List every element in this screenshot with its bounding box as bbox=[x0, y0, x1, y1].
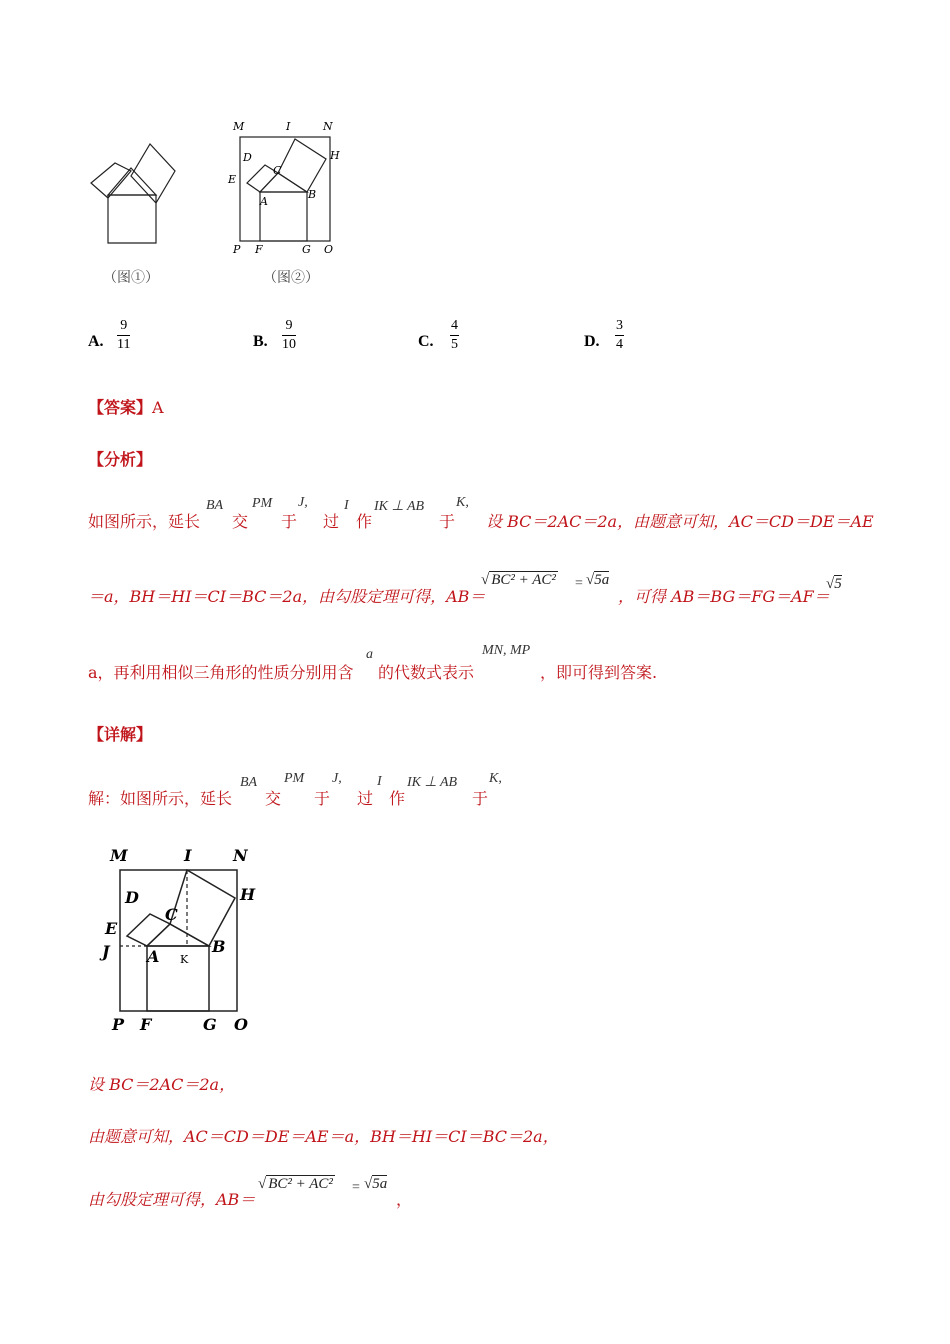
answer-value: A bbox=[152, 398, 164, 417]
analysis-a-var: a bbox=[366, 647, 373, 662]
detail-jiao: 交 bbox=[265, 789, 282, 808]
svg-text:E: E bbox=[105, 919, 118, 938]
detail-step-1: 设 BC＝2AC＝2a， bbox=[88, 1075, 236, 1094]
answer-tag: 【答案】 bbox=[88, 398, 153, 417]
analysis-line-1: 如图所示，延长 bbox=[88, 512, 201, 531]
detail-sqrt-bc-ac: √ BC² + AC² bbox=[258, 1176, 333, 1192]
analysis-guo: 过 bbox=[323, 512, 340, 531]
detail-zuo: 作 bbox=[389, 789, 406, 808]
svg-text:K: K bbox=[180, 953, 189, 966]
analysis-sqrt5: √5 bbox=[826, 576, 842, 592]
detail-j: J, bbox=[332, 771, 342, 786]
detail-yu: 于 bbox=[314, 789, 331, 808]
detail-line-1: 解：如图所示，延长 bbox=[88, 789, 233, 808]
analysis-line-2: ＝a，BH＝HI＝CI＝BC＝2a，由勾股定理可得，AB＝ bbox=[88, 587, 486, 606]
svg-text:G: G bbox=[203, 1015, 217, 1034]
svg-text:A: A bbox=[260, 195, 268, 208]
detail-pm: PM bbox=[284, 771, 305, 786]
option-c-fraction: 4 5 bbox=[451, 318, 458, 352]
analysis-yu2: 于 bbox=[439, 512, 456, 531]
analysis-pm: PM bbox=[252, 496, 273, 511]
analysis-ba: BA bbox=[206, 498, 224, 513]
analysis-sqrt-bc-ac: √ BC² + AC² bbox=[481, 572, 556, 588]
analysis-line-1b: 设 BC＝2AC＝2a，由题意可知，AC＝CD＝DE＝AE bbox=[486, 512, 874, 531]
detail-sqrt5a: √5a bbox=[364, 1176, 388, 1192]
svg-text:B: B bbox=[212, 937, 226, 956]
analysis-eq: = bbox=[575, 576, 583, 591]
svg-text:O: O bbox=[324, 243, 334, 256]
detail-eq: = bbox=[352, 1180, 360, 1195]
detail-step-2: 由题意可知，AC＝CD＝DE＝AE＝a，BH＝HI＝CI＝BC＝2a， bbox=[88, 1127, 559, 1146]
option-b-fraction: 9 10 bbox=[282, 318, 296, 352]
svg-text:P: P bbox=[112, 1015, 125, 1034]
svg-text:A: A bbox=[147, 947, 160, 966]
svg-text:M: M bbox=[233, 120, 245, 133]
detail-step-3-end: ， bbox=[396, 1190, 413, 1209]
detail-ba: BA bbox=[240, 775, 258, 790]
option-b-label[interactable]: B. bbox=[253, 333, 268, 350]
svg-text:M: M bbox=[110, 846, 128, 865]
figure-2 bbox=[225, 115, 350, 260]
svg-text:F: F bbox=[255, 243, 263, 256]
option-d-fraction: 3 4 bbox=[616, 318, 623, 352]
analysis-line-3b: 的代数式表示 bbox=[378, 663, 475, 682]
option-a-fraction: 9 11 bbox=[117, 318, 131, 352]
svg-text:N: N bbox=[323, 120, 333, 133]
option-c-label[interactable]: C. bbox=[418, 333, 434, 350]
detail-i: I bbox=[377, 774, 382, 789]
analysis-yu: 于 bbox=[281, 512, 298, 531]
svg-text:C: C bbox=[165, 905, 178, 924]
detail-step-3: 由勾股定理可得，AB＝ bbox=[88, 1190, 256, 1209]
figure-1 bbox=[85, 140, 185, 250]
analysis-mnmp: MN, MP bbox=[482, 643, 531, 658]
analysis-zuo: 作 bbox=[356, 512, 373, 531]
svg-text:D: D bbox=[125, 888, 139, 907]
analysis-i: I bbox=[344, 498, 349, 513]
option-a-label[interactable]: A. bbox=[88, 333, 104, 350]
svg-text:O: O bbox=[234, 1015, 248, 1034]
analysis-sqrt5a: √5a bbox=[586, 572, 610, 588]
svg-text:F: F bbox=[140, 1015, 152, 1034]
detail-guo: 过 bbox=[357, 789, 374, 808]
analysis-k: K, bbox=[456, 495, 469, 510]
figure-3 bbox=[95, 840, 270, 1040]
analysis-line-2b: ，可得 AB＝BG＝FG＝AF＝ bbox=[618, 587, 830, 606]
analysis-line-3: a，再利用相似三角形的性质分别用含 bbox=[88, 663, 354, 682]
analysis-jiao: 交 bbox=[232, 512, 249, 531]
svg-text:G: G bbox=[302, 243, 311, 256]
svg-text:H: H bbox=[240, 885, 256, 904]
answer-line bbox=[88, 395, 164, 418]
detail-tag: 【详解】 bbox=[88, 725, 153, 744]
figure-1-caption: （图①） bbox=[103, 270, 159, 286]
svg-text:N: N bbox=[233, 846, 248, 865]
svg-text:I: I bbox=[184, 846, 192, 865]
svg-text:J: J bbox=[102, 942, 110, 961]
analysis-tag: 【分析】 bbox=[88, 450, 153, 469]
svg-text:P: P bbox=[233, 243, 241, 256]
detail-ik: IK ⊥ AB bbox=[407, 775, 458, 790]
detail-k: K, bbox=[489, 771, 502, 786]
svg-text:H: H bbox=[330, 149, 340, 162]
figure-2-caption: （图②） bbox=[263, 270, 319, 286]
svg-text:E: E bbox=[228, 173, 237, 186]
option-d-label[interactable]: D. bbox=[584, 333, 600, 350]
svg-text:C: C bbox=[273, 164, 282, 177]
svg-text:B: B bbox=[308, 188, 317, 201]
svg-text:D: D bbox=[243, 151, 252, 164]
analysis-line-3c: ，即可得到答案. bbox=[540, 663, 658, 682]
detail-yu2: 于 bbox=[472, 789, 489, 808]
svg-text:I: I bbox=[286, 120, 291, 133]
analysis-ik: IK ⊥ AB bbox=[374, 499, 425, 514]
analysis-j: J, bbox=[298, 495, 308, 510]
